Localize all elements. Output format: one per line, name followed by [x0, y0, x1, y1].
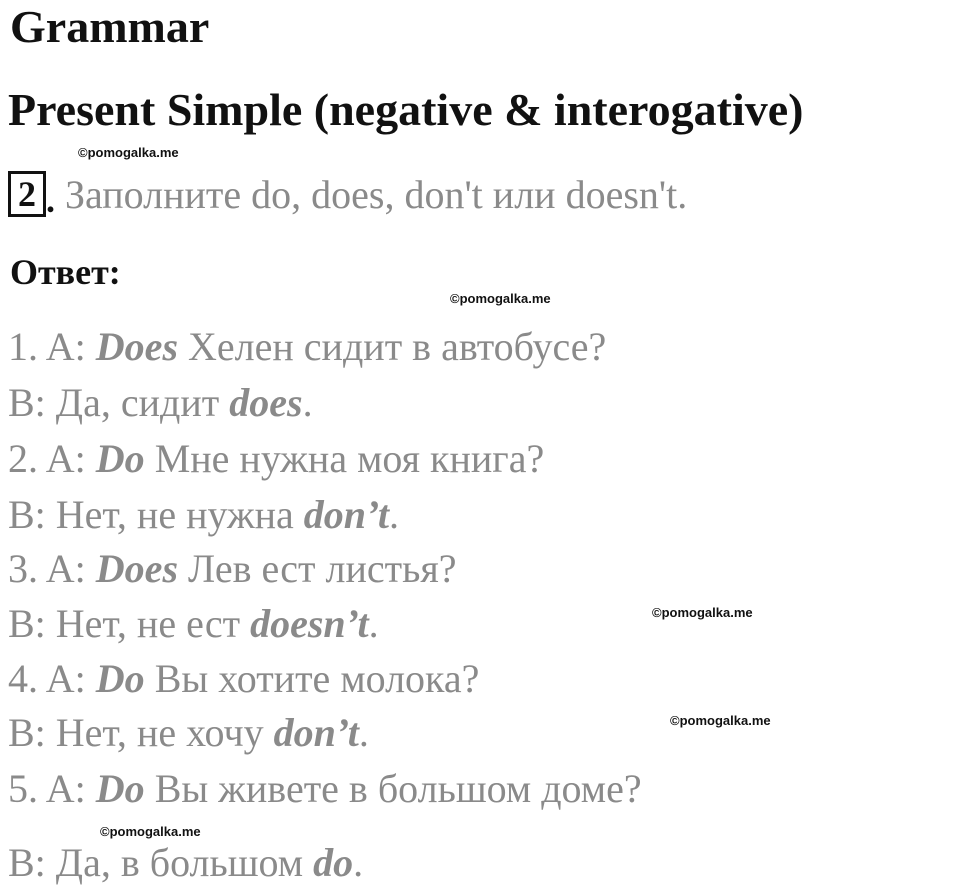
answer-word: Does: [95, 324, 179, 369]
line-suffix: Хелен сидит в автобусе?: [178, 324, 607, 369]
watermark: ©pomogalka.me: [100, 824, 201, 839]
line-suffix: .: [353, 840, 364, 885]
line-prefix: B: Нет, не ест: [8, 601, 251, 646]
answer-word: don’t: [273, 710, 359, 755]
line-prefix: B: Да, в большом: [8, 840, 314, 885]
answer-word: doesn’t: [250, 601, 369, 646]
line-suffix: Вы хотите молока?: [144, 656, 480, 701]
answer-line: [8, 652, 479, 706]
answer-line: [8, 762, 642, 816]
task-number-dot: .: [46, 180, 55, 220]
line-suffix: .: [368, 601, 379, 646]
line-prefix: B: Нет, не хочу: [8, 710, 274, 755]
page-title: Grammar: [10, 1, 210, 52]
line-suffix: Мне нужна моя книга?: [144, 436, 545, 481]
watermark: ©pomogalka.me: [450, 291, 551, 306]
answer-word: Do: [95, 656, 145, 701]
answer-line: [8, 836, 363, 890]
answer-word: Do: [95, 766, 145, 811]
answer-line: [8, 376, 313, 430]
answer-word: do: [313, 840, 354, 885]
answer-line: [8, 597, 379, 651]
answer-line: [8, 706, 369, 760]
task-instruction: Заполните do, does, don't или doesn't.: [65, 171, 688, 217]
line-suffix: .: [358, 710, 369, 755]
line-prefix: 2. A:: [8, 436, 96, 481]
answer-word: Does: [95, 546, 179, 591]
answer-word: Do: [95, 436, 145, 481]
answer-word: does: [229, 380, 303, 425]
section-subtitle: Present Simple (negative & interogative): [8, 84, 804, 135]
task-header: [8, 166, 687, 222]
task-number-box: 2: [8, 171, 46, 217]
line-prefix: B: Нет, не нужна: [8, 492, 304, 537]
line-suffix: .: [388, 492, 399, 537]
line-prefix: 1. A:: [8, 324, 96, 369]
line-suffix: .: [302, 380, 313, 425]
line-suffix: Лев ест листья?: [178, 546, 457, 591]
answer-line: [8, 488, 399, 542]
line-prefix: 3. A:: [8, 546, 96, 591]
watermark: ©pomogalka.me: [78, 145, 179, 160]
watermark: ©pomogalka.me: [652, 605, 753, 620]
line-suffix: Вы живете в большом доме?: [144, 766, 642, 811]
answer-word: don’t: [303, 492, 389, 537]
answer-label: Ответ:: [10, 252, 121, 292]
line-prefix: 5. A:: [8, 766, 96, 811]
line-prefix: 4. A:: [8, 656, 96, 701]
answer-line: [8, 542, 457, 596]
line-prefix: B: Да, сидит: [8, 380, 230, 425]
answer-line: [8, 320, 606, 374]
watermark: ©pomogalka.me: [670, 713, 771, 728]
answer-line: [8, 432, 544, 486]
